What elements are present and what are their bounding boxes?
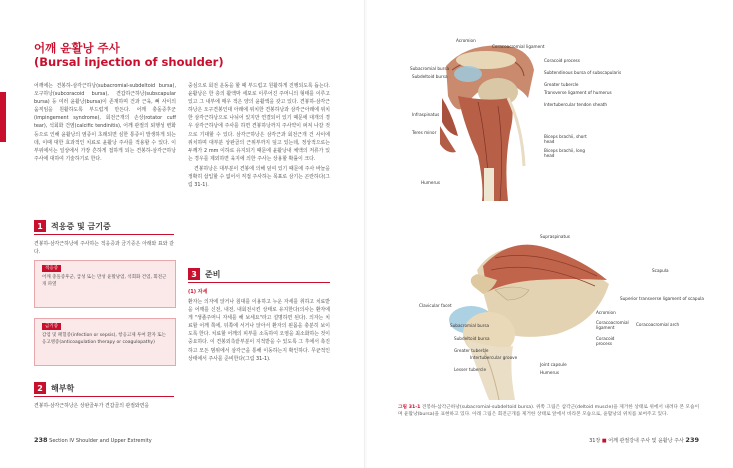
left-page [0, 0, 366, 468]
label-coracoid-process: Coracoid process [544, 58, 580, 63]
indications-intro: 견봉하-삼각근하낭에 주사하는 적응증과 금기증은 아래와 표와 같다. [34, 241, 174, 256]
section-label: Section IV [49, 438, 75, 444]
box-text: 어깨 충돌증후군, 급성 또는 만성 윤활낭염, 석회화 건염, 회전근개 파열 [42, 275, 167, 287]
label-coracoacromial-ligament: Coracoacromial ligament [596, 320, 629, 330]
chapter-tab-strip [0, 92, 6, 142]
label-subtendinous-bursa: Subtendinous bursa of subscapularis [544, 70, 622, 75]
chapter-label: 31장 [589, 438, 601, 444]
box-tag: 적응증 [42, 265, 61, 272]
label-coracoacromial-arch: Coracoacromial arch [636, 322, 680, 327]
label-subdeltoid-bursa: Subdeltoid bursa [412, 74, 448, 79]
figure-caption [398, 404, 700, 418]
label-humerus: Humerus [421, 180, 441, 185]
label-biceps-long-head: Biceps brachii, long head [544, 148, 586, 158]
label-subacromial-bursa: Subacromial bursa [410, 66, 450, 71]
label-teres-minor: Teres minor [412, 130, 437, 135]
label-intertubercular-tendon-sheath: Intertubercular tendon sheath [544, 102, 608, 107]
subsection-title-position: (1) 자세 [188, 289, 208, 295]
anatomy-paragraph-cont: 중심으로 회전 운동을 할 때 부드럽고 원활하게 진행되도록 돕는다. 윤활낭은 한 층의 활액막 세포로 이루어진 주머니의 형태를 이루고 있고 그 내부에 매우 적은 양의 윤활액을 갖고 있다. 견봉하-삼각근하낭은 오구견봉인대 아래에 위치한 견봉하낭과 삼각근아래에 위치한 삼각근하낭으로 나뉘어 있지만 연결되어 있기 때문에 대개의 경우 삼각근하낭에 주사를 하면 견봉하낭까지 주사약이 퍼져 나갈 것으로 기대할 수 있다. 삼각근하낭은 삼각근과 회전근개 건 사이에 위치하며 대부분 상완골의 근위부까지 덮고 있는데, 정상적으로는 두께가 2 mm 이하로 유지되기 때문에 윤활낭내 체액의 저류가 있는 경우를 제외하면 육지에 의한 주사는 상용할 확률이 크다. [188, 83, 330, 162]
label-infraspinatus: Infraspinatus [412, 112, 440, 117]
shoulder-anatomy-figure-top [438, 36, 538, 201]
section-rule [34, 234, 174, 235]
label-subdeltoid-bursa: Subdeltoid bursa [454, 336, 490, 341]
section-title: 해부학 [51, 383, 75, 393]
label-acromion: Acromion [596, 310, 616, 315]
page-footer [34, 436, 152, 444]
page-number: 239 [685, 436, 699, 444]
shoulder-anatomy-figure-bottom [437, 230, 613, 400]
intro-paragraph: 어깨에는 견봉하-삼각근하낭(subacromial-subdeltoid bursa), 오구하낭(subcoracoid bursa), 견갑하근하낭(subscapular bursa) 등 여러 윤활낭(bursa)이 존재하며 건과 근육, 뼈 사이의 움직임을 원활하도록 부드럽게 만든다. 어깨 충돌증후군(impingement syndrome), 회전근개의 손상(rotator cuff tear), 석회화 건염(calcific tendinitis), 어깨 관절의 퇴행성 변화 등으로 인해 윤활낭의 염증이 초래되면 심한 통증이 발생하게 되는데, 이때 대한 효과적인 치료로 윤활낭 주사를 적용할 수 있다. 이 부위에서는 일상에서 가장 흔하게 접하게 되는 견봉하-삼각근하낭 주사에 대하여 기술하기로 한다. [34, 83, 176, 162]
section-number: 2 [34, 382, 46, 394]
label-biceps-short-head: Biceps brachii, short head [544, 134, 587, 144]
page-number: 238 [34, 436, 48, 444]
indications-box [34, 260, 176, 308]
chapter-title: 어깨 관절강내 주사 및 윤활낭 주사 [608, 438, 684, 444]
position-paragraph: 환자는 의자에 앉거나 침대를 이용하고 누운 자세를 취하고 치료받을 어깨를 신전, 내전, 내회전시킨 상태로 유지한다(의사는 환자에게 "생졸주머니 자세를 해 보세요"라고 설명하면 된다). 의자는 치료할 어깨 쪽에, 뒤쪽에 서거나 앉아서 환자의 왼몸을 충분히 보이도록 한다. 치료할 어깨의 피부를 소독하여 오염을 최소화하는 것이 중요하다. 이 견봉외측끝부분이 지적받을 수 있도록 그 후에서 촉진하고 모든 범위에서 삼각근을 통해 이동하는지 확인하다. 무균적인 상태에서 주사를 준비한다(그림 31-1). [188, 299, 330, 362]
caption-text: 견봉하-삼각근하낭(subacromial-subdeltoid bursa). 위쪽 그림은 삼각근(deltoid muscle)을 제거한 상태로 위에서 내려다 본 모습이며 윤활낭(bursa)을 표현하고 있다. 아래 그림은 회전근개를 제거한 상태로 앞에서 바라본 모습으로, 윤활낭의 위치를 보여주고 있다. [398, 405, 700, 418]
label-lesser-tubercle: Lesser tubercle [454, 367, 487, 372]
caption-label: 그림 31-1 [398, 405, 421, 410]
label-humerus: Humerus [540, 370, 560, 375]
page-footer [589, 436, 699, 444]
section-rule [34, 396, 174, 397]
body-column-2 [188, 82, 330, 189]
label-joint-capsule: Joint capsule [540, 362, 567, 367]
box-tag: 금기증 [42, 323, 61, 330]
anatomy-paragraph-2: 견봉하낭은 대부분이 견봉에 의해 덮여 있기 때문에 주사 바늘을 정확히 삽입할 수 없어서 직접 주사하는 목표로 삼기는 곤란하다(그림 31-1). [188, 165, 330, 189]
label-greater-tubercle: Greater tubercle [544, 82, 579, 87]
footer-marker: ■ [601, 438, 607, 444]
section-title: Shoulder and Upper Extremity [75, 438, 152, 444]
label-acromion: Acromion [456, 38, 476, 43]
section-heading-anatomy [34, 382, 74, 394]
label-coracoacromial-ligament: Coracoacromial ligament [492, 44, 545, 49]
section-number: 3 [188, 268, 200, 280]
section-title: 준비 [205, 269, 221, 279]
page-title-korean: 어깨 윤활낭 주사 [34, 41, 120, 55]
anatomy-paragraph: 견봉하-삼각근하낭은 상완골두가 견갑골의 관절와면을 [34, 403, 150, 409]
box-text: 감염 및 패혈증(infection or sepsis), 항응고제 투여 환자 또는 응고병증(anticoagulation therapy or coagulopathy) [42, 333, 166, 345]
section-heading-preparation [188, 268, 220, 280]
label-transverse-ligament: Transverse ligament of humerus [544, 90, 612, 95]
label-coracoid-process: Coracoid process [596, 336, 615, 346]
label-clavicular-facet: Clavicular facet [419, 303, 452, 308]
section-heading-indications [34, 220, 111, 232]
label-supraspinatus: Supraspinatus [540, 234, 570, 239]
page-title-english: (Bursal injection of shoulder) [34, 55, 224, 69]
body-column-1 [34, 82, 176, 163]
label-scapula: Scapula [652, 268, 669, 273]
label-superior-transverse-ligament: Superior transverse ligament of scapula [620, 296, 704, 301]
section-number: 1 [34, 220, 46, 232]
label-subacromial-bursa: Subacromial bursa [450, 323, 490, 328]
contraindications-box [34, 318, 176, 366]
section-title: 적응증 및 금기증 [51, 221, 111, 231]
section-rule [188, 282, 330, 283]
label-greater-tubercle: Greater tubercle [454, 348, 489, 353]
label-intertubercular-groove: Intertubercular groove [470, 355, 518, 360]
